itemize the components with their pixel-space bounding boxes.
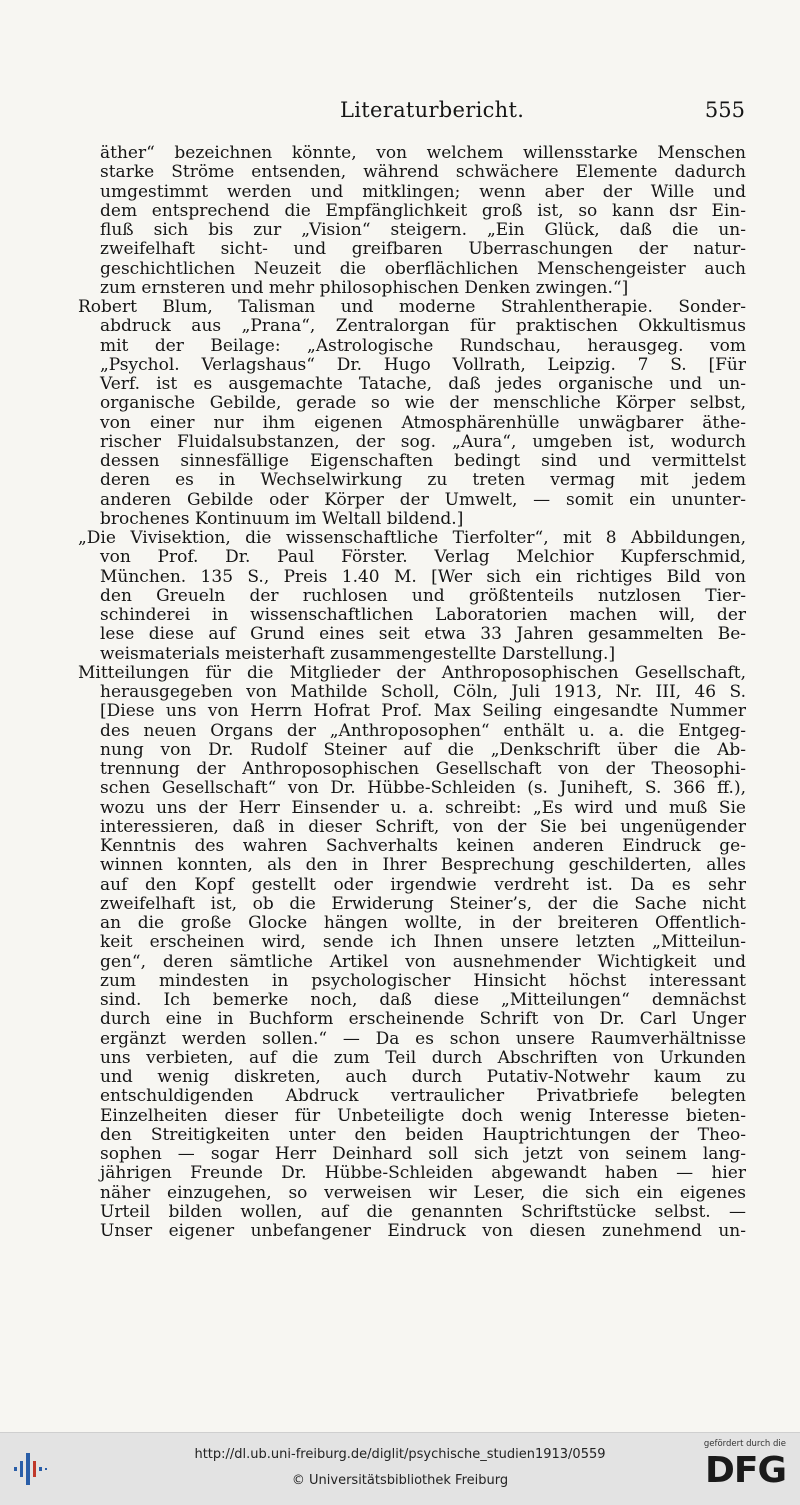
text-line: ergänzt werden sollen.“ — Da es schon unsere Raumverhältnisse — [100, 1029, 746, 1049]
text-line: interessieren, daß in dieser Schrift, von der Sie bei ungenügender — [100, 817, 746, 837]
sponsor-tagline: gefördert durch die — [703, 1439, 786, 1449]
text-line: „Psychol. Verlagshaus“ Dr. Hugo Vollrath, Leipzig. 7 S. [Für — [100, 355, 746, 375]
dfg-sponsor-logo — [690, 1439, 786, 1499]
text-line: zum ernsteren und mehr philosophischen Denken zwingen.“] — [100, 278, 629, 298]
text-line: schen Gesellschaft“ von Dr. Hübbe-Schleiden (s. Juniheft, S. 366 ff.), — [100, 779, 746, 799]
text-line: keit erscheinen wird, sende ich Ihnen unsere letzten „Mitteilun- — [100, 933, 746, 953]
text-line: fluß sich bis zur „Vision“ steigern. „Ein Glück, daß die un- — [100, 221, 746, 240]
copyright-notice: © Universitätsbibliothek Freiburg — [291, 1473, 509, 1488]
text-line: umgestimmt werden und mitklingen; wenn aber der Wille und — [100, 182, 746, 202]
text-line: auf den Kopf gestellt oder irgendwie verdreht ist. Da es sehr — [100, 875, 746, 895]
text-line: herausgegeben von Mathilde Scholl, Cöln, Juli 1913, Nr. III, 46 S. — [100, 683, 746, 702]
page-number: 555 — [704, 98, 745, 122]
text-line: jährigen Freunde Dr. Hübbe-Schleiden abgewandt haben — hier — [100, 1164, 746, 1184]
text-line: an die große Glocke hängen wollte, in der breiteren Öffentlich- — [100, 914, 746, 933]
text-line: München. 135 S., Preis 1.40 M. [Wer sich ein richtiges Bild von — [100, 567, 746, 587]
text-line: brochenes Kontinuum im Weltall bildend.] — [100, 509, 464, 529]
text-line: und wenig diskreten, auch durch Putativ-Notwehr kaum zu — [100, 1068, 746, 1087]
text-line: Unser eigener unbefangener Eindruck von diesen zunehmend un- — [100, 1222, 746, 1241]
text-line: uns verbieten, auf die zum Teil durch Abschriften von Urkunden — [100, 1048, 746, 1068]
text-line: deren es in Wechselwirkung zu treten vermag mit jedem — [100, 471, 746, 491]
text-line: den Streitigkeiten unter den beiden Hauptrichtungen der Theo- — [100, 1125, 746, 1145]
text-line: weismaterials meisterhaft zusammengestellte Darstellung.] — [100, 644, 616, 664]
text-line: entschuldigenden Abdruck vertraulicher Privatbriefe belegten — [100, 1087, 746, 1107]
text-line: zweifelhaft sicht- und greifbaren Überraschungen der natur- — [100, 240, 746, 260]
text-line: geschichtlichen Neuzeit die oberflächlichen Menschengeister auch — [100, 259, 746, 279]
viewer-footer — [0, 1432, 800, 1505]
text-line: von einer nur ihm eigenen Atmosphärenhülle unwägbarer äthe- — [100, 413, 746, 433]
page-header — [100, 98, 745, 128]
text-line: rischer Fluidalsubstanzen, der sog. „Aura“, umgeben ist, wodurch — [100, 432, 746, 452]
body-text — [78, 144, 746, 1241]
running-head: Literaturbericht. — [340, 98, 525, 122]
text-line: von Prof. Dr. Paul Förster. Verlag Melchior Kupferschmid, — [100, 548, 746, 568]
text-line: anderen Gebilde oder Körper der Umwelt, — somit ein ununter- — [100, 490, 746, 510]
text-line: zum mindesten in psychologischer Hinsicht höchst interessant — [100, 971, 746, 991]
text-line: starke Ströme entsenden, während schwächere Elemente dadurch — [100, 163, 746, 183]
text-line: mit der Beilage: „Astrologische Rundschau, herausgeg. vom — [100, 336, 746, 356]
text-line: abdruck aus „Prana“, Zentralorgan für praktischen Okkultismus — [100, 317, 746, 337]
text-line: durch eine in Buchform erscheinende Schrift von Dr. Carl Unger — [100, 1010, 746, 1030]
dfg-logo-text: DFG — [704, 1450, 786, 1491]
text-line: organische Gebilde, gerade so wie der menschliche Körper selbst, — [100, 394, 746, 414]
text-line: nung von Dr. Rudolf Steiner auf die „Denkschrift über die Ab- — [100, 740, 746, 760]
text-line: sind. Ich bemerke noch, daß diese „Mitteilungen“ demnächst — [100, 991, 746, 1010]
text-line: Urteil bilden wollen, auf die genannten Schriftstücke selbst. — — [100, 1202, 746, 1222]
entry-heading-line: Robert Blum, Talisman und moderne Strahlentherapie. Sonder- — [78, 298, 746, 317]
text-line: den Greueln der ruchlosen und größtenteils nutzlosen Tier- — [100, 586, 746, 606]
entry-heading-line: „Die Vivisektion, die wissenschaftliche Tierfolter“, mit 8 Abbildungen, — [78, 529, 746, 548]
text-line: schinderei in wissenschaftlichen Laboratorien machen will, der — [100, 606, 746, 625]
text-line: zweifelhaft ist, ob die Erwiderung Steiner’s, der die Sache nicht — [100, 894, 746, 914]
text-line: sophen — sogar Herr Deinhard soll sich jetzt von seinem lang- — [100, 1145, 746, 1164]
text-line: wozu uns der Herr Einsender u. a. schreibt: „Es wird und muß Sie — [100, 798, 746, 818]
text-line: Kenntnis des wahren Sachverhalts keinen anderen Eindruck ge- — [100, 837, 746, 856]
entry-heading-line: Mitteilungen für die Mitglieder der Anthroposophischen Gesellschaft, — [78, 663, 746, 683]
text-line: dem entsprechend die Empfänglichkeit groß ist, so kann dsr Ein- — [100, 201, 746, 221]
text-line: gen“, deren sämtliche Artikel von ausnehmender Wichtigkeit und — [100, 952, 746, 972]
text-line: dessen sinnesfällige Eigenschaften bedingt sind und vermittelst — [100, 452, 746, 471]
permalink-url[interactable]: http://dl.ub.uni-freiburg.de/diglit/psychische_studien1913/0559 — [194, 1447, 606, 1462]
text-line: näher einzugehen, so verweisen wir Leser, die sich ein eigenes — [100, 1183, 746, 1203]
text-line: äther“ bezeichnen könnte, von welchem willensstarke Menschen — [100, 144, 746, 163]
text-line: des neuen Organs der „Anthroposophen“ enthält u. a. die Entgeg- — [100, 721, 746, 741]
text-line: winnen konnten, als den in Ihrer Besprechung geschilderten, alles — [100, 856, 746, 876]
text-line: lese diese auf Grund eines seit etwa 33 Jahren gesammelten Be- — [100, 625, 746, 645]
text-line: Einzelheiten dieser für Unbeteiligte doch wenig Interesse bieten- — [100, 1106, 746, 1126]
text-line: Verf. ist es ausgemachte Tatache, daß jedes organische und un- — [100, 375, 746, 394]
text-line: [Diese uns von Herrn Hofrat Prof. Max Seiling eingesandte Nummer — [100, 702, 746, 722]
text-line: trennung der Anthroposophischen Gesellschaft von der Theosophi- — [100, 760, 746, 779]
